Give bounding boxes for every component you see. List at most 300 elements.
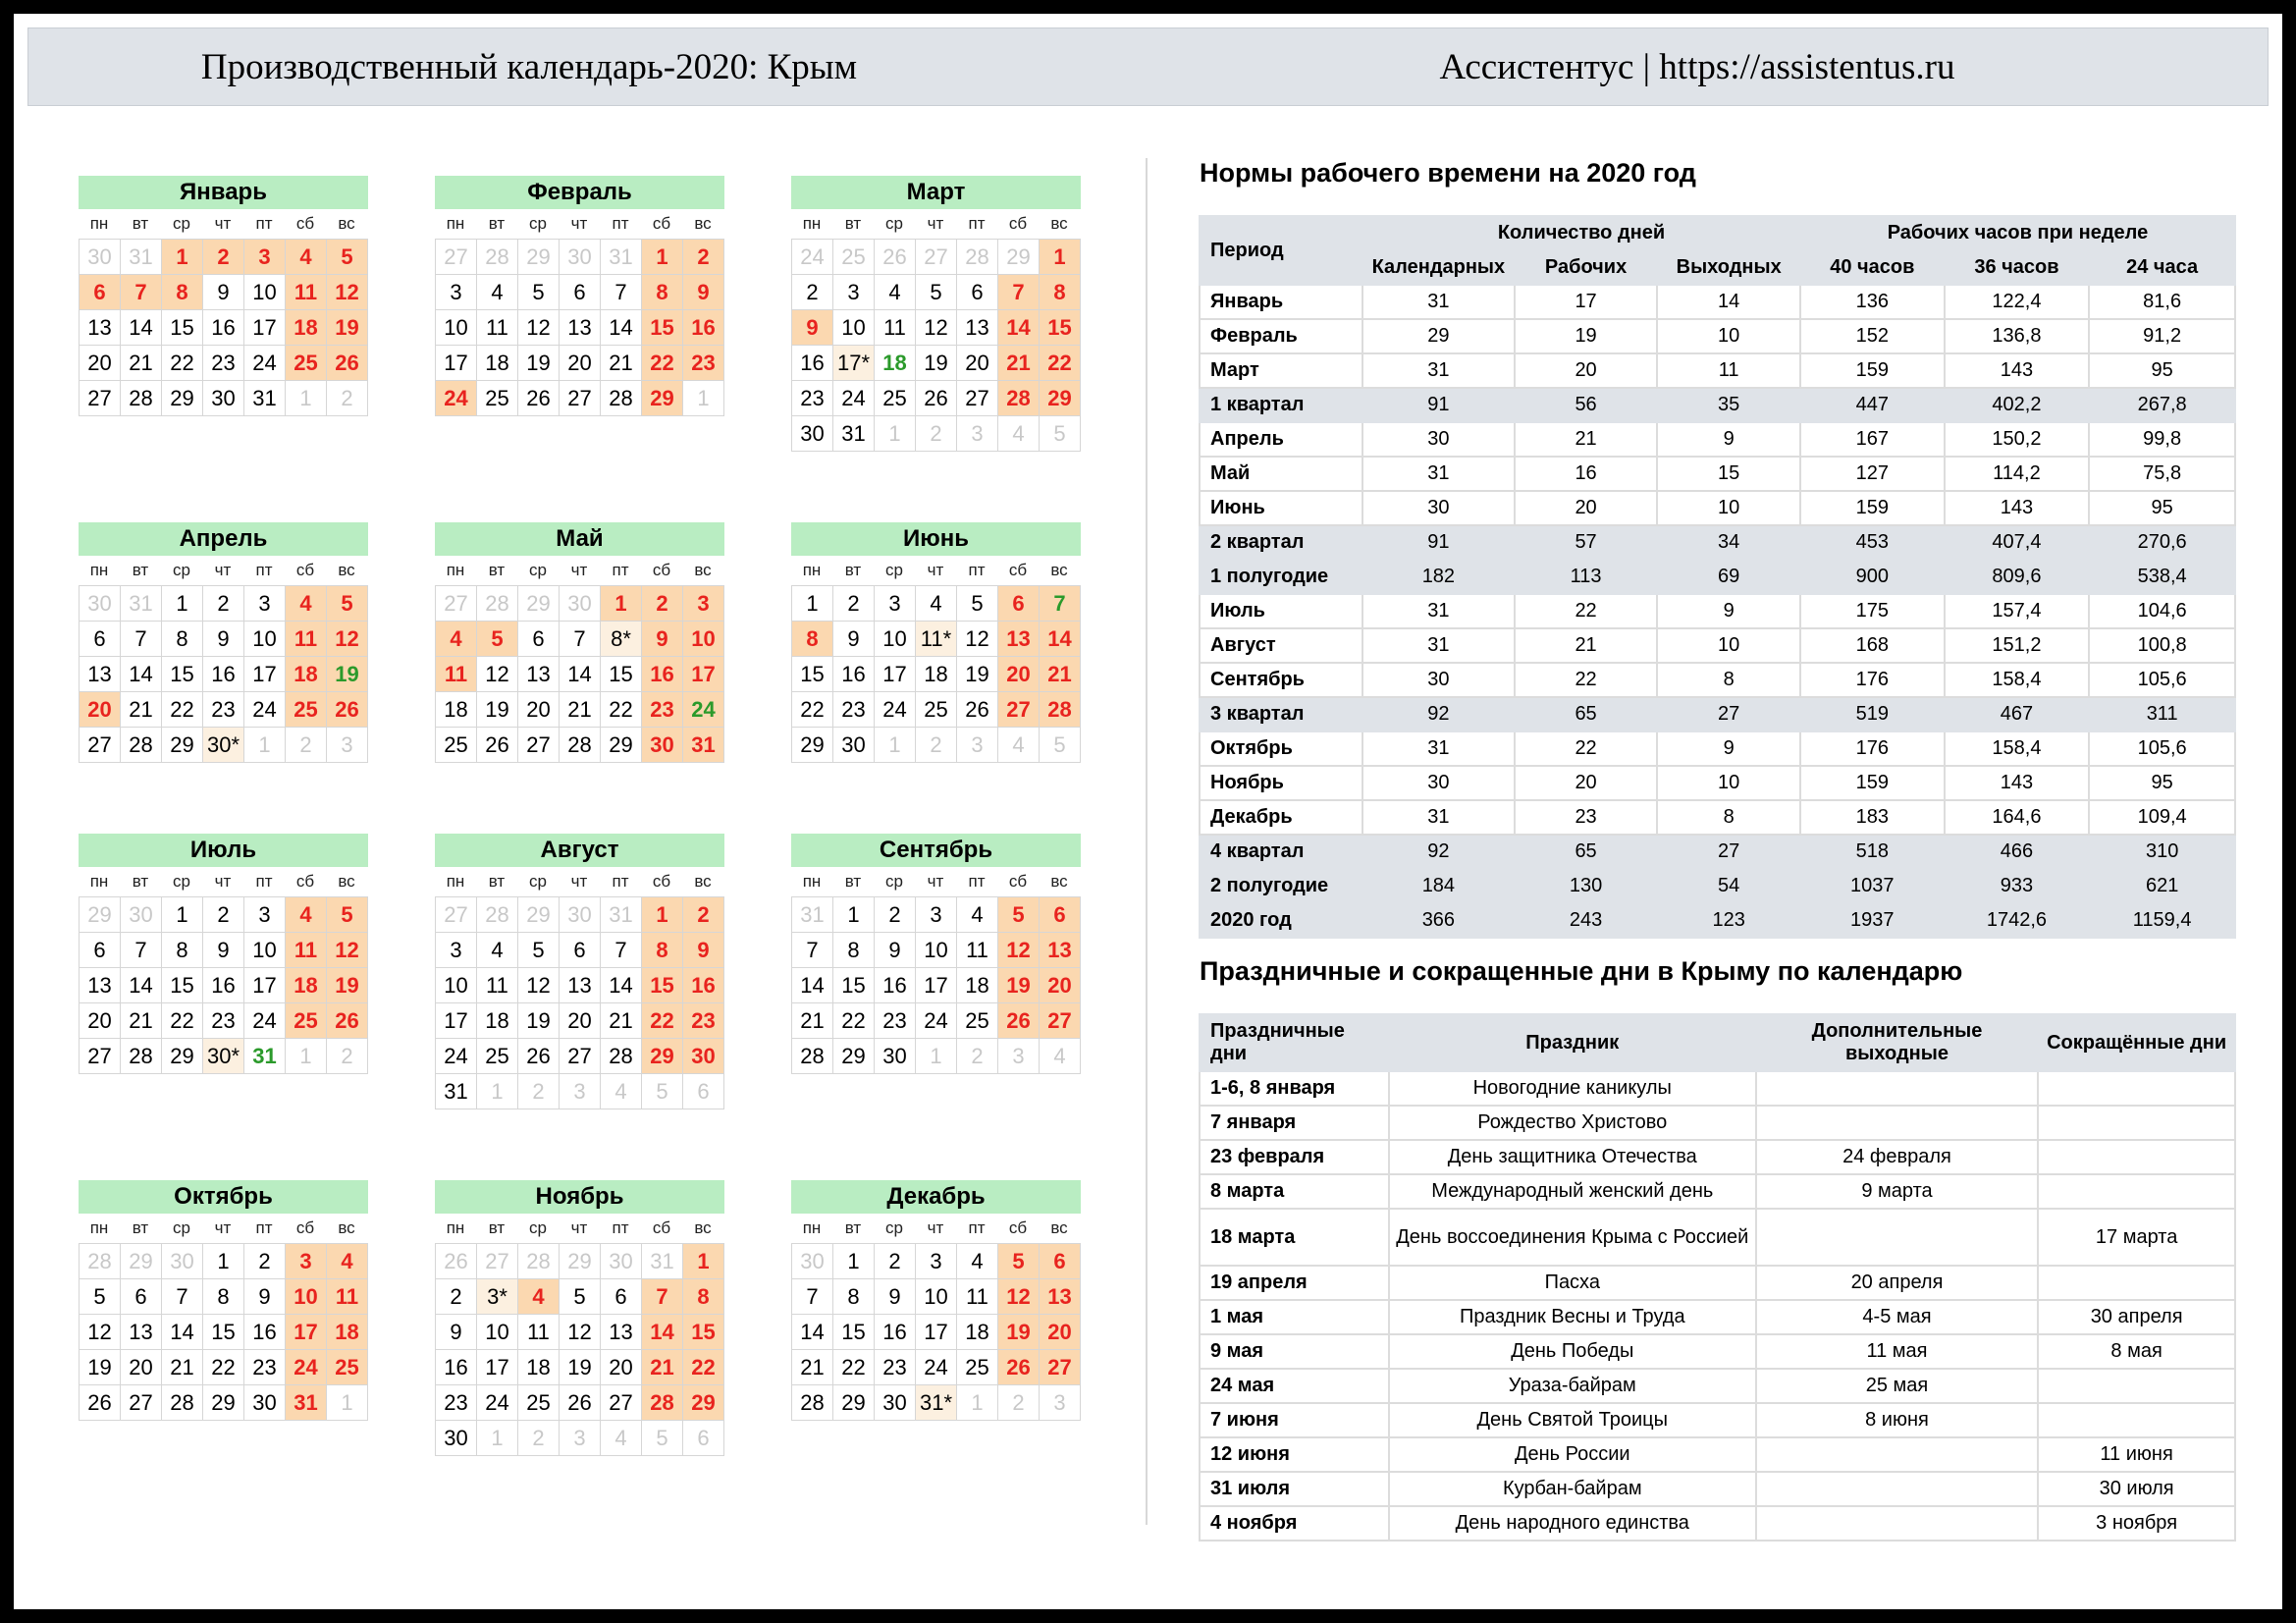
- day-cell-weekend: 1: [642, 240, 683, 275]
- weekday-header: [791, 209, 1081, 239]
- weekday-label: вс: [694, 872, 712, 891]
- month-calendar: [435, 522, 724, 763]
- day-cell: 8: [833, 933, 875, 968]
- norms-subheader-cell: 36 часов: [1945, 250, 2090, 285]
- day-cell-weekend: 1: [683, 1244, 724, 1279]
- day-cell: 25: [477, 381, 518, 416]
- norms-row: [1200, 422, 2235, 457]
- day-cell: 5: [518, 933, 560, 968]
- weekday-label: пт: [255, 1218, 273, 1237]
- day-cell: 7: [121, 622, 162, 657]
- day-grid: [435, 1243, 724, 1456]
- day-cell-weekend: 3: [286, 1244, 327, 1279]
- day-cell: 14: [121, 968, 162, 1003]
- holiday-date: 19 апреля: [1200, 1266, 1389, 1300]
- day-cell-outside: 27: [436, 586, 477, 622]
- day-cell-weekend: 10: [286, 1279, 327, 1315]
- day-cell-weekend: 24: [286, 1350, 327, 1385]
- day-cell-weekend: 18: [327, 1315, 368, 1350]
- weekday-label: вт: [844, 214, 862, 233]
- day-cell-weekend: 12: [327, 933, 368, 968]
- weekday-label: вт: [844, 1218, 862, 1237]
- norms-row: [1200, 285, 2235, 319]
- day-cell: 22: [792, 692, 833, 728]
- norms-value: 91,2: [2089, 319, 2235, 353]
- norms-period: Сентябрь: [1200, 663, 1362, 697]
- day-cell: 17: [477, 1350, 518, 1385]
- day-cell: 21: [121, 1003, 162, 1039]
- weekday-label: пт: [968, 214, 986, 233]
- norms-value: 91: [1362, 525, 1515, 560]
- day-cell: 17: [436, 1003, 477, 1039]
- day-cell: 24: [916, 1003, 957, 1039]
- day-cell: 23: [244, 1350, 286, 1385]
- day-cell-holiday: 1: [601, 586, 642, 622]
- norms-period: Июль: [1200, 594, 1362, 628]
- day-cell: 27: [80, 381, 121, 416]
- day-cell: 20: [518, 692, 560, 728]
- day-cell: 1: [162, 586, 203, 622]
- day-cell: 2: [436, 1279, 477, 1315]
- weekday-label: чт: [214, 214, 232, 233]
- day-cell: 19: [477, 692, 518, 728]
- day-cell: 16: [203, 968, 244, 1003]
- day-cell-outside: 6: [683, 1421, 724, 1456]
- day-cell: 21: [162, 1350, 203, 1385]
- norms-period: Август: [1200, 628, 1362, 663]
- weekday-label: сб: [652, 1218, 671, 1237]
- holiday-extra-day: [1756, 1472, 2038, 1506]
- day-cell-weekend: 11: [286, 933, 327, 968]
- weekday-label: ср: [173, 872, 190, 891]
- holiday-date: 4 ноября: [1200, 1506, 1389, 1541]
- day-cell: 21: [601, 346, 642, 381]
- norms-row: [1200, 353, 2235, 388]
- day-grid: [435, 585, 724, 763]
- norms-value: 30: [1362, 766, 1515, 800]
- day-cell: 4: [957, 1244, 998, 1279]
- day-cell-outside: 3: [998, 1039, 1040, 1074]
- weekday-header: [79, 209, 368, 239]
- weekday-label: чт: [570, 561, 588, 579]
- day-cell-holiday: 6: [80, 275, 121, 310]
- weekday-label: ср: [173, 561, 190, 579]
- month-name: Ноябрь: [435, 1180, 724, 1214]
- day-cell-outside: 1: [244, 728, 286, 763]
- norms-row: [1200, 697, 2235, 731]
- weekday-label: ср: [529, 561, 547, 579]
- day-cell: 26: [916, 381, 957, 416]
- month-calendar: [791, 176, 1081, 452]
- day-cell: 22: [162, 346, 203, 381]
- day-cell-weekend: 8: [1040, 275, 1081, 310]
- day-cell-outside: 28: [477, 240, 518, 275]
- holiday-name: Курбан-байрам: [1389, 1472, 1756, 1506]
- norms-value: 175: [1800, 594, 1945, 628]
- day-cell-outside: 2: [327, 1039, 368, 1074]
- norms-value: 1742,6: [1945, 903, 2090, 938]
- holiday-short-day: 11 июня: [2038, 1437, 2235, 1472]
- day-cell: 13: [518, 657, 560, 692]
- norms-value: 20: [1515, 766, 1658, 800]
- norms-value: 136: [1800, 285, 1945, 319]
- day-cell-weekend: 11: [327, 1279, 368, 1315]
- day-cell: 24: [244, 346, 286, 381]
- day-grid: [791, 1243, 1081, 1421]
- day-cell-weekend: 19: [327, 310, 368, 346]
- norms-value: 8: [1657, 663, 1800, 697]
- day-cell: 26: [80, 1385, 121, 1421]
- weekday-label: сб: [1008, 561, 1028, 579]
- month-calendar: [79, 176, 368, 416]
- holiday-name: Новогодние каникулы: [1389, 1071, 1756, 1106]
- day-cell: 30: [203, 381, 244, 416]
- holidays-table: [1199, 1013, 2236, 1542]
- weekday-label: вс: [1050, 561, 1068, 579]
- holiday-name: Рождество Христово: [1389, 1106, 1756, 1140]
- day-cell: 13: [80, 657, 121, 692]
- day-cell: 17: [916, 1315, 957, 1350]
- day-cell: 27: [121, 1385, 162, 1421]
- weekday-label: вт: [844, 561, 862, 579]
- day-cell: 10: [244, 275, 286, 310]
- weekday-label: вт: [132, 1218, 149, 1237]
- day-cell-outside: 3: [957, 728, 998, 763]
- holidays-header-cell: Дополнительные выходные: [1756, 1014, 2038, 1071]
- norms-value: 183: [1800, 800, 1945, 835]
- weekday-label: сб: [652, 214, 671, 233]
- day-cell: 23: [203, 346, 244, 381]
- norms-value: 65: [1515, 697, 1658, 731]
- day-cell: 14: [560, 657, 601, 692]
- day-cell-outside: 1: [327, 1385, 368, 1421]
- norms-value: 104,6: [2089, 594, 2235, 628]
- weekday-label: чт: [570, 1218, 588, 1237]
- weekday-label: вт: [132, 872, 149, 891]
- day-cell: 11: [957, 1279, 998, 1315]
- day-cell: 3: [916, 897, 957, 933]
- day-cell-outside: 1: [286, 1039, 327, 1074]
- day-cell-weekend: 29: [1040, 381, 1081, 416]
- day-cell: 11: [518, 1315, 560, 1350]
- day-cell-outside: 29: [518, 897, 560, 933]
- day-cell-outside: 1: [477, 1421, 518, 1456]
- norms-row: [1200, 525, 2235, 560]
- day-cell: 15: [792, 657, 833, 692]
- norms-value: 11: [1657, 353, 1800, 388]
- day-cell: 20: [80, 346, 121, 381]
- page-title: Производственный календарь-2020: Крым: [200, 47, 858, 87]
- day-cell-weekend: 21: [998, 346, 1040, 381]
- holiday-short-day: [2038, 1403, 2235, 1437]
- day-cell-outside: 31: [642, 1244, 683, 1279]
- day-cell: 20: [560, 1003, 601, 1039]
- day-cell-short: 11*: [916, 622, 957, 657]
- day-cell: 18: [477, 346, 518, 381]
- norms-period: Декабрь: [1200, 800, 1362, 835]
- norms-subheader-cell: 24 часа: [2089, 250, 2235, 285]
- day-cell-outside: 29: [80, 897, 121, 933]
- day-cell-weekend: 8: [642, 275, 683, 310]
- weekday-label: пн: [89, 1218, 109, 1237]
- norms-value: 519: [1800, 697, 1945, 731]
- day-cell-weekend: 30: [683, 1039, 724, 1074]
- day-cell: 10: [875, 622, 916, 657]
- day-cell: 5: [80, 1279, 121, 1315]
- norms-row: [1200, 457, 2235, 491]
- weekday-label: сб: [295, 872, 315, 891]
- day-cell: 7: [601, 275, 642, 310]
- holiday-name: День Святой Троицы: [1389, 1403, 1756, 1437]
- day-cell-holiday: 1: [162, 240, 203, 275]
- day-cell: 5: [957, 586, 998, 622]
- weekday-label: вс: [694, 1218, 712, 1237]
- weekday-label: вт: [488, 561, 506, 579]
- norms-row: [1200, 388, 2235, 422]
- holiday-name: Международный женский день: [1389, 1174, 1756, 1209]
- day-cell: 30: [792, 416, 833, 452]
- day-cell-outside: 26: [875, 240, 916, 275]
- day-cell: 28: [121, 1039, 162, 1074]
- norms-row: [1200, 663, 2235, 697]
- day-cell: 24: [436, 1039, 477, 1074]
- day-cell-outside: 30: [601, 1244, 642, 1279]
- day-cell-weekend: 23: [683, 346, 724, 381]
- day-cell-working-day: 24: [683, 692, 724, 728]
- norms-value: 243: [1515, 903, 1658, 938]
- day-cell: 16: [203, 657, 244, 692]
- norms-value: 366: [1362, 903, 1515, 938]
- day-cell: 26: [518, 1039, 560, 1074]
- day-cell: 9: [875, 933, 916, 968]
- day-cell: 18: [477, 1003, 518, 1039]
- day-cell: 5: [518, 275, 560, 310]
- month-name: Апрель: [79, 522, 368, 556]
- norms-period: 2 полугодие: [1200, 869, 1362, 903]
- day-cell: 20: [560, 346, 601, 381]
- weekday-label: пн: [446, 872, 465, 891]
- day-cell: 29: [162, 728, 203, 763]
- day-cell: 21: [560, 692, 601, 728]
- day-cell: 1: [162, 897, 203, 933]
- holidays-row: [1200, 1071, 2235, 1106]
- day-cell-outside: 29: [518, 586, 560, 622]
- holiday-extra-day: 25 мая: [1756, 1369, 2038, 1403]
- holiday-short-day: [2038, 1266, 2235, 1300]
- norms-value: 407,4: [1945, 525, 2090, 560]
- day-cell: 31: [244, 381, 286, 416]
- weekday-label: чт: [214, 1218, 232, 1237]
- day-cell-outside: 4: [601, 1074, 642, 1109]
- day-cell-weekend: 21: [642, 1350, 683, 1385]
- day-cell: 23: [203, 692, 244, 728]
- holiday-name: День России: [1389, 1437, 1756, 1472]
- day-cell: 14: [121, 657, 162, 692]
- day-cell: 9: [833, 622, 875, 657]
- day-cell-weekend: 7: [998, 275, 1040, 310]
- norms-value: 151,2: [1945, 628, 2090, 663]
- holidays-row: [1200, 1209, 2235, 1266]
- norms-value: 105,6: [2089, 663, 2235, 697]
- day-cell-outside: 1: [683, 381, 724, 416]
- day-cell-weekend: 4: [286, 240, 327, 275]
- day-grid: [791, 896, 1081, 1074]
- day-cell-weekend: 27: [1040, 1350, 1081, 1385]
- weekday-label: чт: [927, 214, 944, 233]
- day-cell: 19: [518, 1003, 560, 1039]
- page: [14, 14, 2282, 1609]
- day-cell: 3: [916, 1244, 957, 1279]
- holidays-header: [1200, 1014, 2235, 1071]
- day-cell: 6: [80, 933, 121, 968]
- header-bar: [27, 27, 2269, 106]
- day-cell: 26: [957, 692, 998, 728]
- weekday-label: сб: [295, 214, 315, 233]
- day-cell: 13: [957, 310, 998, 346]
- day-cell: 31: [833, 416, 875, 452]
- holidays-title: Праздничные и сокращенные дни в Крыму по календарю: [1200, 956, 1963, 986]
- weekday-label: пн: [446, 561, 465, 579]
- norms-value: 69: [1657, 560, 1800, 594]
- day-cell-weekend: 27: [1040, 1003, 1081, 1039]
- day-cell-weekend: 14: [642, 1315, 683, 1350]
- day-cell: 21: [121, 692, 162, 728]
- norms-row: [1200, 491, 2235, 525]
- norms-value: 17: [1515, 285, 1658, 319]
- holiday-short-day: [2038, 1369, 2235, 1403]
- day-cell: 6: [518, 622, 560, 657]
- day-cell: 16: [792, 346, 833, 381]
- day-cell-weekend: 10: [683, 622, 724, 657]
- holiday-extra-day: [1756, 1071, 2038, 1106]
- weekday-label: ср: [885, 1218, 903, 1237]
- day-cell: 23: [203, 1003, 244, 1039]
- day-cell-weekend: 17: [683, 657, 724, 692]
- day-cell: 16: [244, 1315, 286, 1350]
- day-cell: 21: [121, 346, 162, 381]
- day-cell-holiday: 5: [477, 622, 518, 657]
- day-cell-outside: 30: [792, 1244, 833, 1279]
- norms-value: 95: [2089, 353, 2235, 388]
- day-cell-weekend: 9: [683, 275, 724, 310]
- day-cell: 3: [833, 275, 875, 310]
- day-cell-outside: 31: [121, 240, 162, 275]
- day-cell-weekend: 9: [642, 622, 683, 657]
- day-cell: 3: [244, 586, 286, 622]
- day-cell: 23: [833, 692, 875, 728]
- weekday-label: сб: [652, 561, 671, 579]
- day-cell: 10: [244, 933, 286, 968]
- day-cell-outside: 29: [998, 240, 1040, 275]
- norms-value: 159: [1800, 353, 1945, 388]
- norms-value: 158,4: [1945, 731, 2090, 766]
- day-cell: 29: [601, 728, 642, 763]
- weekday-label: сб: [1008, 872, 1028, 891]
- weekday-label: пт: [968, 1218, 986, 1237]
- day-cell-weekend: 12: [998, 1279, 1040, 1315]
- day-cell: 8: [162, 933, 203, 968]
- day-cell-weekend: 6: [1040, 897, 1081, 933]
- weekday-header: [79, 1214, 368, 1243]
- month-name: Февраль: [435, 176, 724, 209]
- day-cell-weekend: 26: [998, 1350, 1040, 1385]
- day-cell-weekend: 23: [683, 1003, 724, 1039]
- holiday-date: 7 июня: [1200, 1403, 1389, 1437]
- holiday-date: 23 февраля: [1200, 1140, 1389, 1174]
- day-cell: 30: [875, 1039, 916, 1074]
- weekday-label: вт: [488, 1218, 506, 1237]
- day-cell: 17: [875, 657, 916, 692]
- norms-value: 157,4: [1945, 594, 2090, 628]
- norms-row: [1200, 903, 2235, 938]
- norms-value: 10: [1657, 766, 1800, 800]
- day-cell-weekend: 23: [642, 692, 683, 728]
- day-cell-weekend: 4: [327, 1244, 368, 1279]
- day-cell: 27: [80, 1039, 121, 1074]
- norms-value: 34: [1657, 525, 1800, 560]
- day-cell: 1: [792, 586, 833, 622]
- norms-value: 54: [1657, 869, 1800, 903]
- day-cell: 15: [162, 310, 203, 346]
- holiday-date: 9 мая: [1200, 1334, 1389, 1369]
- day-cell-outside: 2: [286, 728, 327, 763]
- day-cell: 13: [601, 1315, 642, 1350]
- norms-value: 56: [1515, 388, 1658, 422]
- holiday-date: 31 июля: [1200, 1472, 1389, 1506]
- norms-row: [1200, 766, 2235, 800]
- norms-value: 21: [1515, 422, 1658, 457]
- day-cell-weekend: 18: [286, 968, 327, 1003]
- day-cell-outside: 28: [518, 1244, 560, 1279]
- day-cell: 11: [477, 310, 518, 346]
- day-cell: 27: [601, 1385, 642, 1421]
- day-cell: 24: [833, 381, 875, 416]
- norms-row: [1200, 835, 2235, 869]
- weekday-label: ср: [173, 214, 190, 233]
- holidays-row: [1200, 1369, 2235, 1403]
- weekday-label: вт: [488, 214, 506, 233]
- day-cell: 6: [80, 622, 121, 657]
- day-cell: 13: [560, 968, 601, 1003]
- day-cell: 14: [792, 1315, 833, 1350]
- day-cell: 6: [560, 275, 601, 310]
- day-cell-weekend: 3: [683, 586, 724, 622]
- norms-row: [1200, 594, 2235, 628]
- norms-value: 100,8: [2089, 628, 2235, 663]
- day-cell-weekend: 17: [286, 1315, 327, 1350]
- day-cell-outside: 31: [601, 240, 642, 275]
- day-cell: 29: [203, 1385, 244, 1421]
- norms-value: 65: [1515, 835, 1658, 869]
- day-cell: 28: [560, 728, 601, 763]
- month-name: Июнь: [791, 522, 1081, 556]
- day-cell: 21: [792, 1350, 833, 1385]
- norms-subheader-cell: Выходных: [1657, 250, 1800, 285]
- holiday-short-day: [2038, 1071, 2235, 1106]
- holiday-short-day: [2038, 1106, 2235, 1140]
- day-cell: 10: [477, 1315, 518, 1350]
- day-cell-weekend: 28: [642, 1385, 683, 1421]
- day-cell-weekend: 25: [286, 346, 327, 381]
- day-cell: 28: [162, 1385, 203, 1421]
- day-cell-weekend: 16: [683, 310, 724, 346]
- day-cell: 31: [436, 1074, 477, 1109]
- day-cell: 24: [477, 1385, 518, 1421]
- day-cell-weekend: 1: [1040, 240, 1081, 275]
- day-cell-holiday: 3: [244, 240, 286, 275]
- holiday-date: 8 марта: [1200, 1174, 1389, 1209]
- weekday-label: чт: [927, 872, 944, 891]
